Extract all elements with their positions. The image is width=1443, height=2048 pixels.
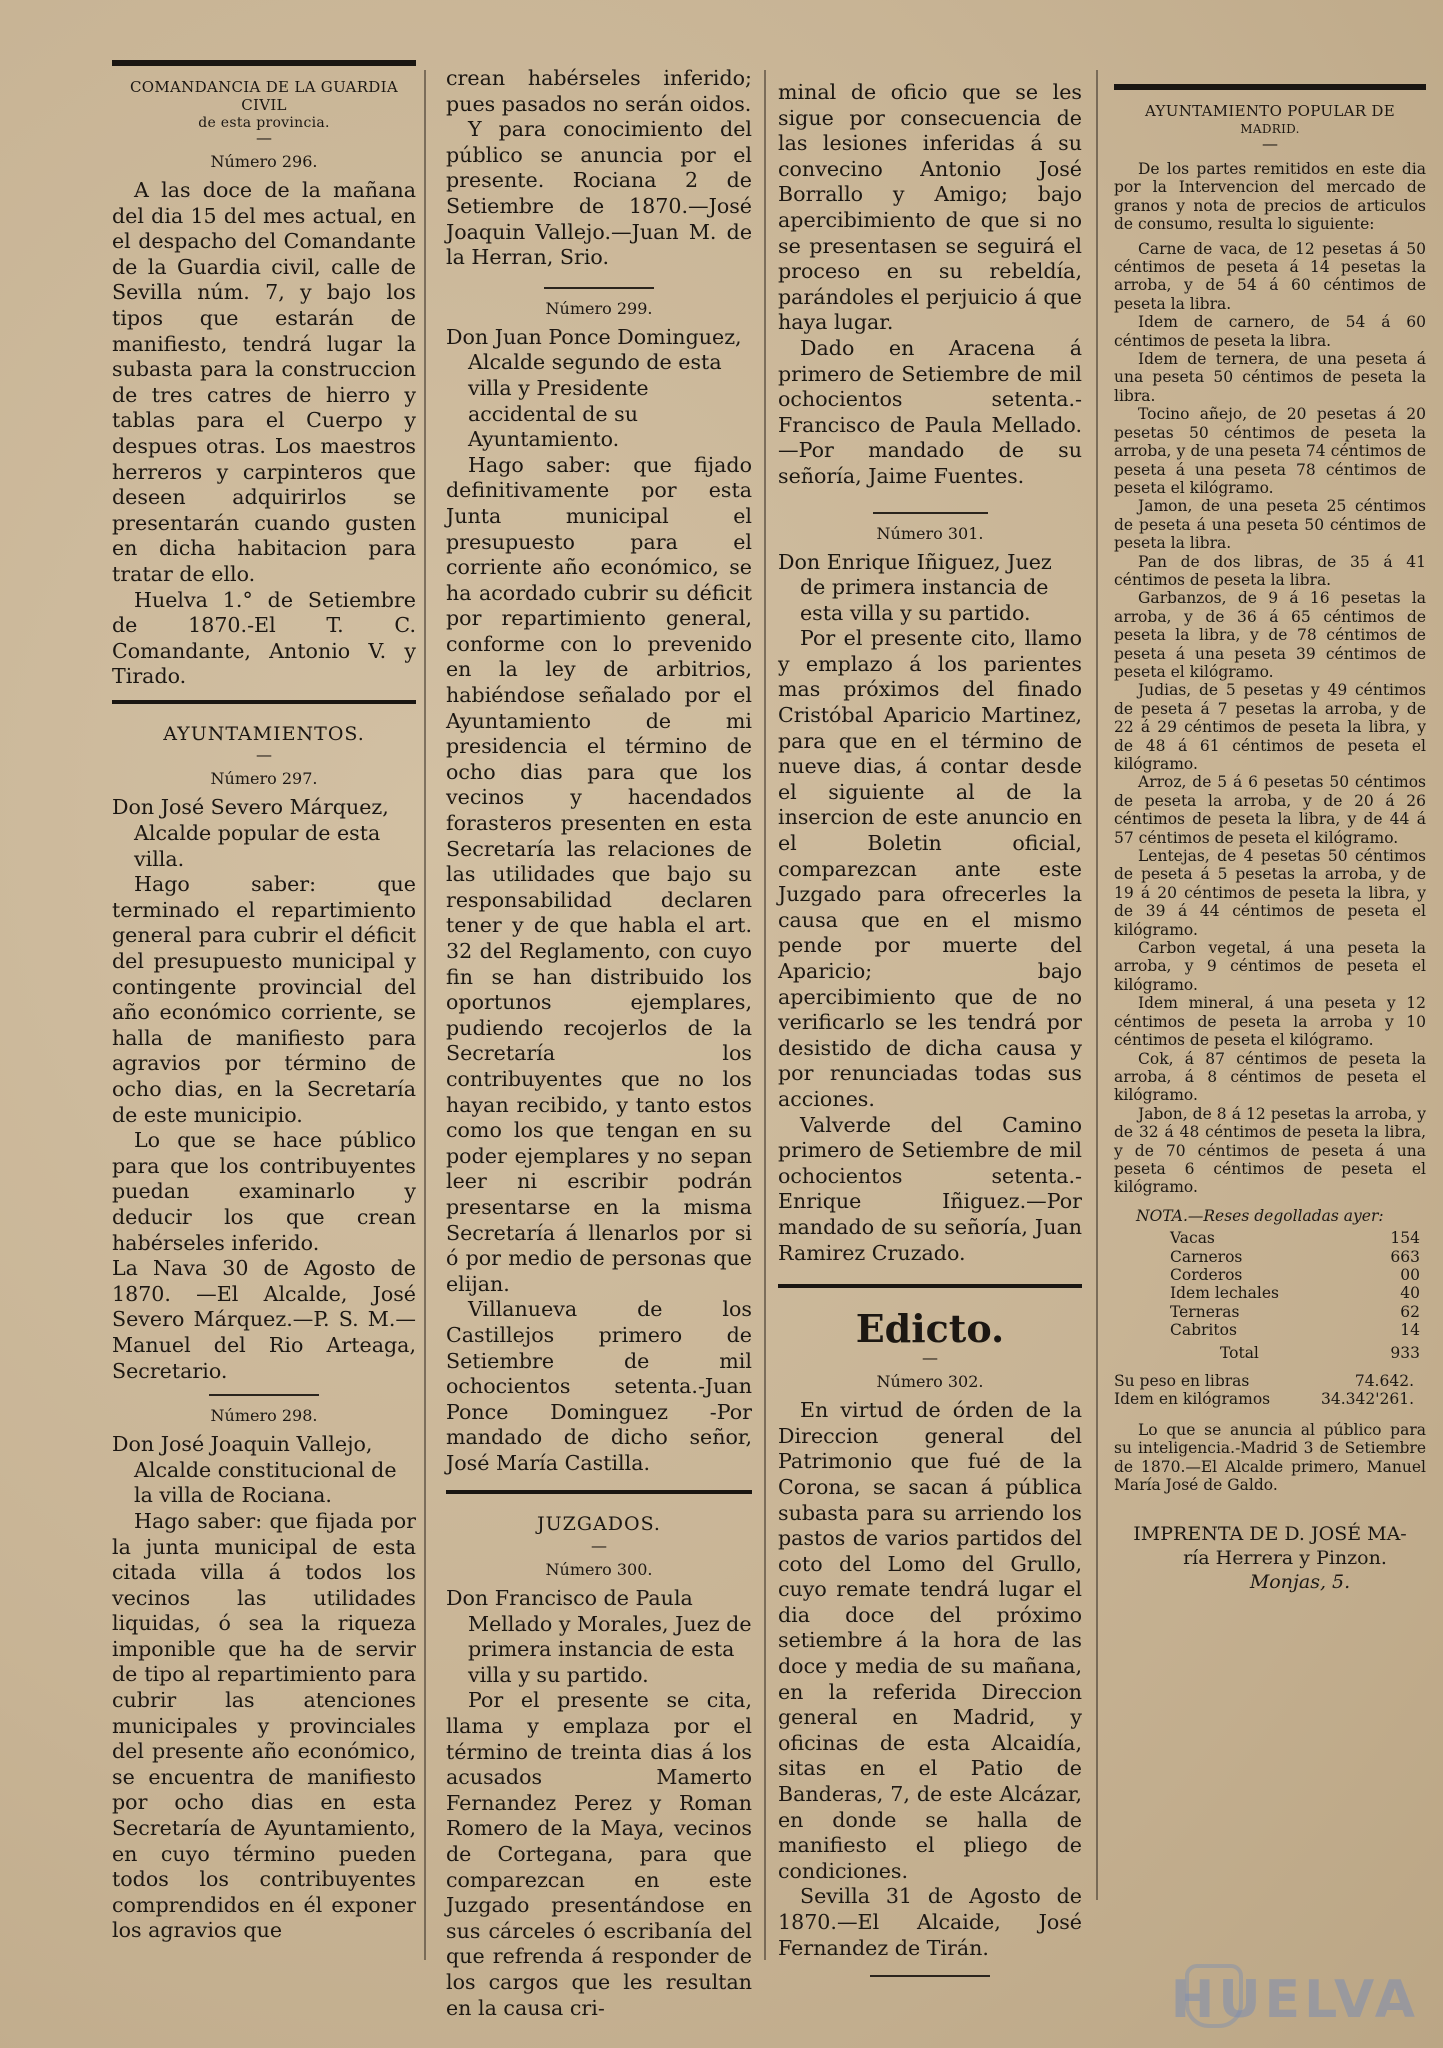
total-label: Total	[1220, 1343, 1259, 1362]
price-item: Idem mineral, á una peseta y 12 céntimos de peseta la arroba y 10 céntimos de peseta el kilógramo.	[1114, 994, 1426, 1050]
peso-kg-value: 34.342'261.	[1320, 1390, 1414, 1409]
top-rule	[112, 60, 416, 66]
notice-298-continued: crean habérseles inferido; pues pasados no serán oidos.	[446, 66, 752, 116]
peso-kg-label: Idem en kilógramos	[1114, 1390, 1271, 1409]
imprenta-footer	[1114, 1522, 1426, 1594]
separator-rule	[209, 1394, 319, 1396]
reses-row	[1170, 1229, 1420, 1247]
notice-297-person: Don José Severo Márquez, Alcalde popular de esta villa.	[112, 795, 389, 871]
notice-302-signature: Sevilla 31 de Agosto de 1870.—El Alcaide, José Fernandez de Tirán.	[778, 1884, 1082, 1960]
price-item: Idem de carnero, de 54 á 60 céntimos de peseta la libra.	[1114, 313, 1426, 350]
notice-296-body: A las doce de la mañana del dia 15 del mes actual, en el despacho del Comandante de la Guardia civil, calle de Sevilla núm. 7, y bajo los tipos que estarán de manifiesto, tendrá lugar la subasta para la construccion de tres catres de hierro y tablas para el Cuerpo y despues otras. Los maestros herreros y carpinteros que deseen adquirirlos se presentarán cuando gusten en dicha habitacion para tratar de ello.	[112, 178, 416, 586]
separator-rule	[544, 287, 654, 289]
price-item: Garbanzos, de 9 á 16 pesetas la arroba, y de 36 á 65 céntimos de peseta la libra, y de 78 céntimos de peseta á una peseta 39 céntimos de peseta el kilógramo.	[1114, 589, 1426, 681]
section-juzgados: JUZGADOS.	[537, 1513, 661, 1536]
column-divider	[1096, 70, 1098, 1900]
notice-298-body: Hago saber: que fijada por la junta municipal de esta citada villa á todos los vecinos las utilidades liquidas, ó sea la riqueza imponible que ha de servir de tipo al repartimiento para cubrir las atenciones municipales y provinciales del presente año económico, se encuentra de manifiesto por ocho dias en esta Secretaría de Ayuntamiento, en cuyo término pueden todos los contribuyentes comprendidos en él exponer los agravios que	[112, 1508, 416, 1943]
reses-row	[1170, 1266, 1420, 1284]
notice-302-body: En virtud de órden de la Direccion general del Patrimonio que fué de la Corona, se sacan á pública subasta para su arriendo los pastos de varios partidos del coto del Lomo del Grullo, cuyo remate tendrá lugar el dia doce del próximo setiembre á la hora de las doce y media de su mañana, en la referida Direccion general en Madrid, y oficinas de esta Alcaidía, sitas en el Patio de Banderas, 7, de este Alcázar, en donde se halla de manifiesto el pliego de condiciones.	[778, 1398, 1082, 1883]
dash: —	[591, 1536, 607, 1556]
notice-number-302: Número 302.	[876, 1372, 984, 1392]
price-item: Idem de ternera, de una peseta á una peseta 50 céntimos de peseta la libra.	[1114, 350, 1426, 405]
madrid-intro: De los partes remitidos en este dia por la Intervencion del mercado de granos y nota de precios de articulos de consumo, resulta lo siguiente:	[1114, 160, 1426, 234]
notice-number-299: Número 299.	[545, 298, 653, 318]
dash: —	[256, 745, 272, 765]
madrid-heading-title: AYUNTAMIENTO POPULAR DE	[1145, 102, 1395, 120]
dash: —	[1262, 134, 1278, 153]
notice-number-296: Número 296.	[210, 152, 318, 171]
notice-300-signature: Dado en Aracena á primero de Setiembre de mil ochocientos setenta.-Francisco de Paula Mellado.—Por mandado de su señoría, Jaime Fuentes.	[778, 335, 1082, 488]
notice-number-301: Número 301.	[876, 523, 984, 543]
notice-300-person: Don Francisco de Paula Mellado y Morales, Juez de primera instancia de esta villa y su partido.	[446, 1586, 752, 1687]
reses-row	[1170, 1303, 1420, 1321]
notice-297-body: Hago saber: que terminado el repartimiento general para cubrir el déficit del presupuesto municipal y contingente provincial del año económico corriente, se halla de manifiesto para agravios por término de ocho dias, en la Secretaría de este municipio.	[112, 872, 416, 1127]
reses-table	[1170, 1229, 1420, 1339]
notice-297-publish: Lo que se hace público para que los contribuyentes puedan examinarlo y deducir los que crean habérseles inferido.	[112, 1128, 416, 1255]
price-item: Judias, de 5 pesetas y 49 céntimos de peseta á 7 pesetas la arroba, y de 22 á 29 céntimos de peseta la libra, y de 48 á 61 céntimos de peseta el kilógramo.	[1114, 681, 1426, 773]
column-4	[1114, 84, 1426, 1594]
notice-number-300: Número 300.	[545, 1560, 653, 1580]
top-rule	[1114, 84, 1426, 90]
madrid-heading	[1114, 102, 1426, 138]
column-1	[112, 60, 416, 1944]
price-list	[1114, 240, 1426, 1197]
imprenta-line-3: Monjas, 5.	[1249, 1571, 1351, 1594]
separator-rule	[870, 1975, 990, 1977]
peso-libras-label: Su peso en libras	[1114, 1372, 1250, 1390]
notice-301-signature: Valverde del Camino primero de Setiembre de mil ochocientos setenta.-Enrique Iñiguez.—Por mandado de su señoría, Juan Ramirez Cruzado.	[778, 1112, 1082, 1265]
section-ayuntamientos: AYUNTAMIENTOS.	[163, 722, 365, 745]
notice-300-continued: minal de oficio que se les sigue por consecuencia de las lesiones inferidas á su convecino Antonio José Borrallo y Amigo; bajo apercibimiento de que si no se presentasen se seguirá el proceso en su rebeldía, parándoles el perjuicio á que haya lugar.	[778, 80, 1082, 335]
reses-label: Cabritos	[1170, 1321, 1237, 1340]
reses-value: 14	[1400, 1321, 1420, 1340]
column-3	[778, 80, 1082, 1987]
notice-298-person: Don José Joaquin Vallejo, Alcalde constitucional de la villa de Rociana.	[112, 1432, 397, 1508]
notice-number-297: Número 297.	[210, 769, 318, 789]
notice-299-person: Don Juan Ponce Dominguez, Alcalde segundo de esta villa y Presidente accidental de su Ayuntamiento.	[446, 324, 742, 452]
price-item: Lentejas, de 4 pesetas 50 céntimos de peseta á 5 pesetas la arroba, y de 19 á 20 céntimos de peseta la libra, y de 39 á 44 céntimos de peseta el kilógramo.	[1114, 847, 1426, 939]
guardia-heading-title: COMANDANCIA DE LA GUARDIA CIVIL	[130, 78, 398, 114]
madrid-closing: Lo que se anuncia al público para su inteligencia.-Madrid 3 de Setiembre de 1870.—El Alcalde primero, Manuel María José de Galdo.	[1114, 1420, 1426, 1495]
section-rule	[778, 1284, 1082, 1288]
reses-value: 62	[1400, 1302, 1420, 1321]
section-rule	[446, 1490, 752, 1494]
price-item: Tocino añejo, de 20 pesetas á 20 pesetas 50 céntimos de peseta la arroba, y de una peseta 74 céntimos de peseta á una peseta 78 céntimos de peseta el kilógramo.	[1114, 405, 1426, 497]
reses-label: Terneras	[1170, 1302, 1240, 1321]
notice-299-signature: Villanueva de los Castillejos primero de Setiembre de mil ochocientos setenta.-Juan Ponce Dominguez -Por mandado de dicho señor, José María Castilla.	[446, 1297, 752, 1475]
notice-296-signature: Huelva 1.° de Setiembre de 1870.-El T. C. Comandante, Antonio V. y Tirado.	[112, 587, 416, 689]
column-2	[446, 66, 752, 2021]
notice-299-body: Hago saber: que fijado definitivamente por esta Junta municipal el presupuesto para el corriente año económico, se ha acordado cubrir su déficit por repartimiento general, conforme con lo prevenido en la ley de arbitrios, habiéndose señalado por el Ayuntamiento de mi presidencia el término de ocho dias para que los vecinos y hacendados forasteros presenten en esta Secretaría las relaciones de las utilidades que bajo su responsabilidad declaren tener y de que habla el art. 32 del Reglamento, con cuyo fin se han distribuido los oportunos ejemplares, pudiendo recojerlos de la Secretaría los contribuyentes que no los hayan recibido, y tanto estos como los que tengan en su poder ejemplares y no sepan leer ni escribir podrán presentarse en la misma Secretaría á llenarlos por si ó por medio de personas que elijan.	[446, 452, 752, 1296]
price-item: Pan de dos libras, de 35 á 41 céntimos de peseta la libra.	[1114, 552, 1426, 589]
imprenta-line-1: IMPRENTA DE D. JOSÉ MA-	[1133, 1523, 1407, 1546]
reses-label: Corderos	[1170, 1265, 1243, 1284]
notice-301-body: Por el presente cito, llamo y emplazo á los parientes mas próximos del finado Cristóbal Aparicio Martinez, para que en el término de nueve dias, á contar desde el siguiente al de la insercion de este anuncio en el Boletin oficial, comparezcan ante este Juzgado para ofrecerles la causa que en el mismo pende por muerte del Aparicio; bajo apercibimiento que de no verificarlo se les tendrá por desistido de dicha causa y por renunciadas todas sus acciones.	[778, 626, 1082, 1111]
watermark: HUELVA	[1170, 1970, 1419, 2030]
dash: —	[922, 1348, 938, 1368]
imprenta-line-2: ría Herrera y Pinzon.	[1183, 1547, 1387, 1570]
notice-298-signature: Y para conocimiento del público se anuncia por el presente. Rociana 2 de Setiembre de 1870.—José Joaquin Vallejo.—Juan M. de la Herran, Srio.	[446, 117, 752, 270]
reses-label: Carneros	[1170, 1247, 1243, 1266]
price-item: Carbon vegetal, á una peseta la arroba, y 9 céntimos de peseta el kilógramo.	[1114, 939, 1426, 994]
peso-libras-value: 74.642.	[1354, 1372, 1414, 1390]
column-divider	[764, 70, 766, 1960]
reses-label: Vacas	[1170, 1229, 1215, 1248]
notice-301-person: Don Enrique Iñiguez, Juez de primera instancia de esta villa y su partido.	[778, 549, 1052, 625]
price-item: Arroz, de 5 á 6 pesetas 50 céntimos de peseta la arroba, y de 20 á 26 céntimos de peseta la libra, y de 44 á 57 céntimos de peseta el kilógramo.	[1114, 773, 1426, 847]
weights	[1114, 1372, 1426, 1409]
separator-rule	[873, 512, 988, 514]
reses-row	[1170, 1248, 1420, 1266]
reses-value: 154	[1390, 1229, 1420, 1248]
section-rule	[112, 700, 416, 704]
reses-label: Idem lechales	[1170, 1284, 1279, 1303]
section-edicto: Edicto.	[855, 1306, 1005, 1352]
reses-row	[1170, 1321, 1420, 1339]
notice-300-body: Por el presente se cita, llama y emplaza por el término de treinta dias á los acusados Mamerto Fernandez Perez y Roman Romero de la Maya, vecinos de Cortegana, para que comparezcan en este Juzgado presentándose en sus cárceles ó escribanía del que refrenda á responder de los cargos que les resultan en la causa cri-	[446, 1688, 752, 2020]
dash: —	[256, 128, 272, 147]
nota-heading: NOTA.—Reses degolladas ayer:	[1136, 1206, 1384, 1225]
price-item: Carne de vaca, de 12 pesetas á 50 céntimos de peseta á 14 pesetas la arroba, y de 54 á 60 céntimos de peseta la libra.	[1114, 239, 1426, 313]
reses-value: 40	[1400, 1284, 1420, 1303]
notice-297-signature: La Nava 30 de Agosto de 1870. —El Alcalde, José Severo Márquez.—P. S. M.—Manuel del Rio Arteaga, Secretario.	[112, 1256, 416, 1383]
price-item: Jamon, de una peseta 25 céntimos de peseta á una peseta 50 céntimos de peseta la libra.	[1114, 497, 1426, 553]
madrid-heading-sub: MADRID.	[1240, 122, 1300, 136]
guardia-civil-heading	[112, 78, 416, 132]
reses-value: 663	[1390, 1247, 1420, 1266]
column-divider	[424, 70, 426, 1960]
notice-number-298: Número 298.	[210, 1406, 318, 1426]
guardia-heading-sub: de esta provincia.	[198, 115, 330, 131]
reses-row	[1170, 1284, 1420, 1302]
price-item: Jabon, de 8 á 12 pesetas la arroba, y de 32 á 48 céntimos de peseta la libra, y de 70 céntimos de peseta á una peseta 6 céntimos de peseta el kilógramo.	[1114, 1104, 1426, 1197]
total-value: 933	[1390, 1343, 1420, 1362]
reses-total	[1170, 1344, 1420, 1362]
price-item: Cok, á 87 céntimos de peseta la arroba, á 8 céntimos de peseta el kilógramo.	[1114, 1049, 1426, 1105]
reses-value: 00	[1400, 1265, 1420, 1284]
